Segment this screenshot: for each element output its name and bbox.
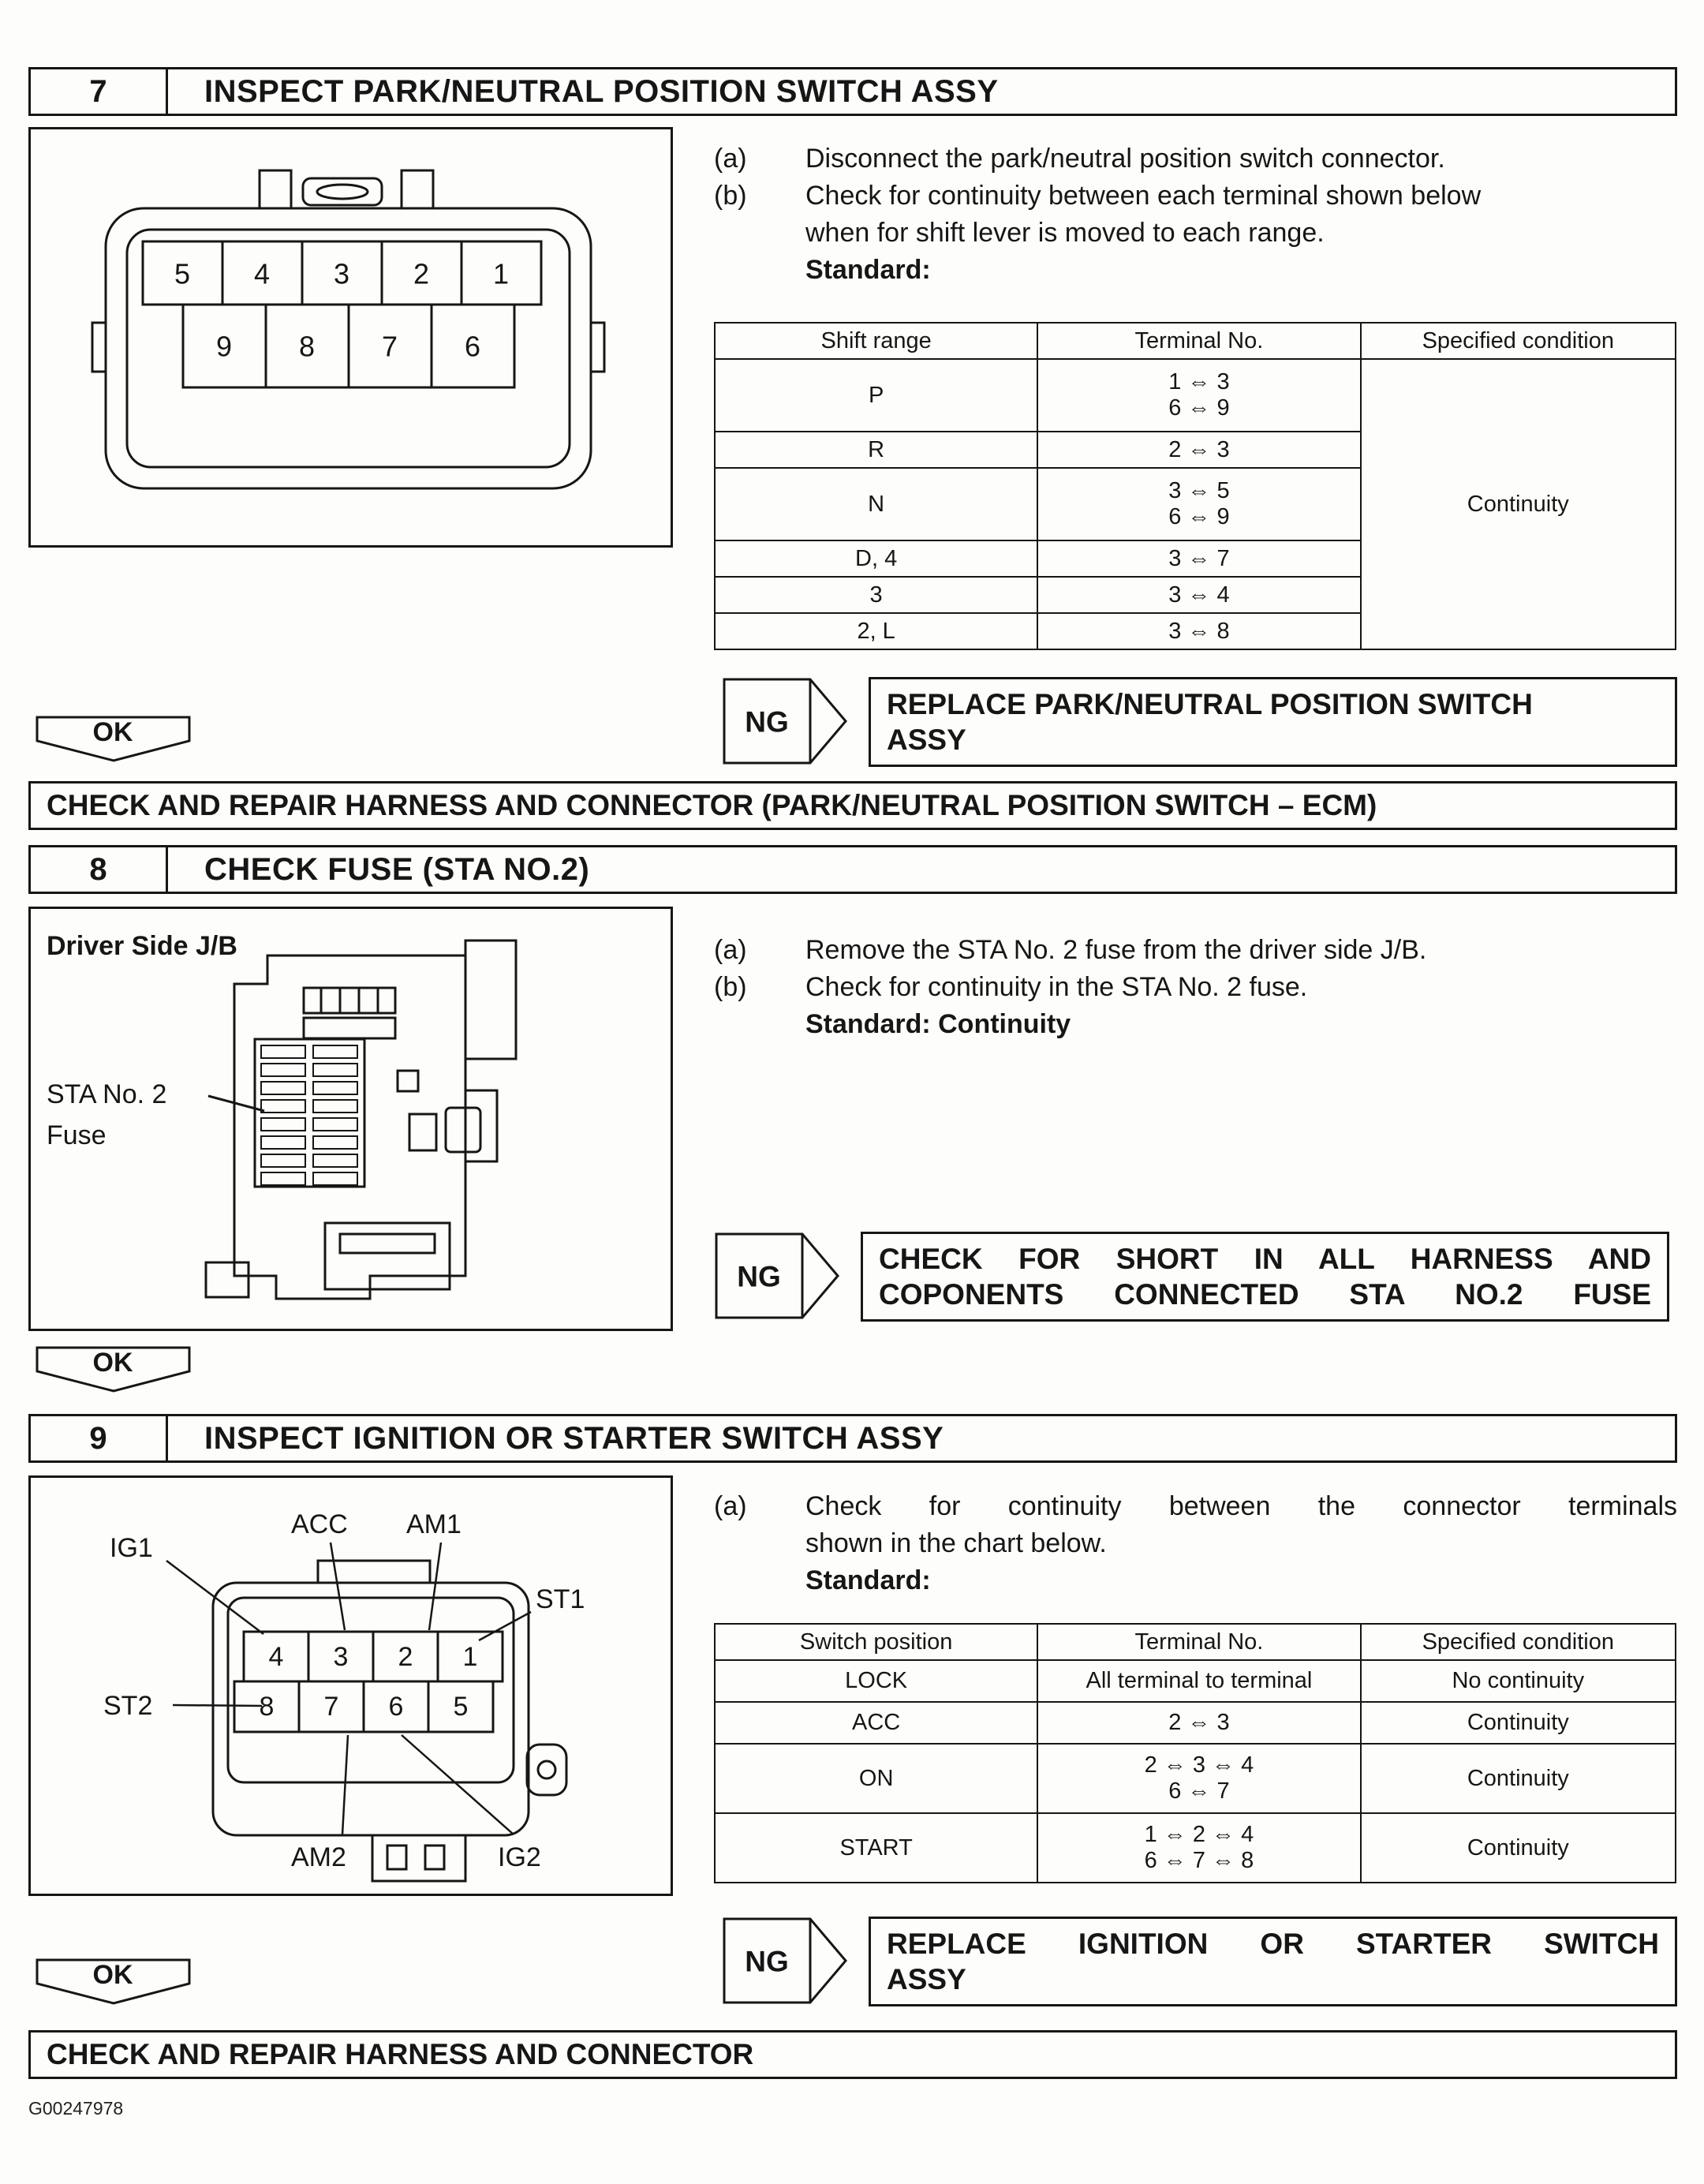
label-st1: ST1 — [536, 1584, 585, 1614]
table-row — [715, 1702, 1676, 1744]
step-7-body — [28, 127, 1677, 650]
condition-cell: Continuity — [1361, 1702, 1676, 1744]
ng-arrow-icon — [714, 1232, 840, 1320]
label-am2: AM2 — [291, 1842, 346, 1872]
terminal-cell: 3 ⇔ 5 6 ⇔ 9 — [1037, 468, 1360, 540]
switch-position-cell: ACC — [715, 1702, 1037, 1744]
step-7-decision-row — [28, 677, 1677, 765]
standard-label: Standard: Continuity — [805, 1009, 1071, 1039]
standard-label: Standard: — [805, 255, 931, 285]
ng-label: NG — [745, 705, 789, 739]
instruction-a-line1: Check for continuity between the connector terminals — [805, 1491, 1677, 1521]
page-content — [28, 67, 1677, 2119]
shift-range-cell: R — [715, 432, 1037, 468]
shift-range-cell: P — [715, 359, 1037, 432]
step-9-instructions — [714, 1475, 1677, 1883]
ng-branch-8 — [714, 1232, 1677, 1322]
step-9-number: 9 — [31, 1416, 168, 1460]
ng-branch-9 — [722, 1917, 1677, 2006]
terminal-1: 1 — [492, 257, 510, 290]
ng-arrow-icon — [722, 677, 848, 765]
terminal-5: 5 — [174, 257, 191, 290]
instruction-a-label: (a) — [714, 1491, 747, 1521]
harness-repair-bar-9: CHECK AND REPAIR HARNESS AND CONNECTOR — [28, 2030, 1677, 2079]
connector-top-prong-right — [402, 170, 433, 211]
col-terminal-no: Terminal No. — [1037, 1624, 1360, 1660]
terminal-cell: 3 ⇔ 8 — [1037, 613, 1360, 649]
condition-cell: Continuity — [1361, 359, 1676, 649]
table-row — [715, 1660, 1676, 1702]
condition-cell: Continuity — [1361, 1744, 1676, 1813]
connector-mounting-ear — [527, 1745, 566, 1795]
shift-range-cell: 2, L — [715, 613, 1037, 649]
switch-position-cell: START — [715, 1813, 1037, 1883]
fuse-label-line1: STA No. 2 — [47, 1079, 167, 1109]
terminal-3: 3 — [333, 257, 350, 290]
label-ig2: IG2 — [498, 1842, 541, 1872]
terminal-1: 1 — [462, 1642, 478, 1672]
junction-block-outline — [234, 956, 465, 1299]
harness-repair-bar-7: CHECK AND REPAIR HARNESS AND CONNECTOR (PARK/NEUTRAL POSITION SWITCH – ECM) — [28, 781, 1677, 830]
instruction-b-label: (b) — [714, 972, 747, 1002]
shift-range-cell: N — [715, 468, 1037, 540]
instruction-a-label: (a) — [714, 935, 747, 965]
instruction-a — [714, 1488, 1677, 1599]
ng-action-7: REPLACE PARK/NEUTRAL POSITION SWITCH ASSY — [869, 677, 1677, 767]
condition-cell: Continuity — [1361, 1813, 1676, 1883]
ng-action-9: REPLACE IGNITION OR STARTER SWITCH ASSY — [869, 1917, 1677, 2006]
pn-connector-drawing — [31, 129, 671, 545]
ok-label: OK — [92, 717, 133, 747]
terminal-cell: 3 ⇔ 7 — [1037, 540, 1360, 577]
instruction-a — [714, 932, 1677, 969]
jb-attachment-top-right — [465, 941, 516, 1059]
driver-side-jb-diagram — [28, 907, 673, 1331]
table-row — [715, 359, 1676, 432]
terminal-2: 2 — [398, 1642, 413, 1672]
terminal-cell: 2 ⇔ 3 — [1037, 432, 1360, 468]
terminal-cell: 2 ⇔ 3 — [1037, 1702, 1360, 1744]
fuse-label-line2: Fuse — [47, 1120, 106, 1150]
instruction-b — [714, 969, 1677, 1043]
table-row — [715, 1744, 1676, 1813]
instruction-b — [714, 178, 1677, 289]
instruction-b-line2: when for shift lever is moved to each range. — [805, 218, 1325, 248]
step-8-body — [28, 907, 1677, 1331]
instruction-b-line1: Check for continuity between each terminal shown below — [805, 181, 1482, 211]
ignition-switch-connector-diagram — [28, 1475, 673, 1896]
col-terminal-no: Terminal No. — [1037, 323, 1360, 359]
shift-range-continuity-table — [714, 322, 1676, 650]
label-am1: AM1 — [406, 1509, 462, 1539]
connector-lock-tab — [303, 178, 382, 205]
col-switch-position: Switch position — [715, 1624, 1037, 1660]
switch-position-cell: LOCK — [715, 1660, 1037, 1702]
terminal-cell: 3 ⇔ 4 — [1037, 577, 1360, 613]
table-row — [715, 1813, 1676, 1883]
instruction-b-label: (b) — [714, 181, 747, 211]
ok-symbol-8 — [35, 1345, 1677, 1398]
instruction-a-line2: shown in the chart below. — [805, 1528, 1107, 1558]
terminal-4: 4 — [253, 257, 271, 290]
terminal-7: 7 — [323, 1692, 339, 1722]
standard-label: Standard: — [805, 1565, 931, 1595]
ng-arrow-icon — [722, 1917, 848, 2005]
fuse-box-drawing — [31, 909, 671, 1329]
label-ig1: IG1 — [110, 1533, 153, 1563]
col-shift-range: Shift range — [715, 323, 1037, 359]
switch-position-cell: ON — [715, 1744, 1037, 1813]
step-7-number: 7 — [31, 69, 168, 114]
connector-top-prong-left — [260, 170, 291, 211]
step-9-header — [28, 1414, 1677, 1463]
ok-symbol-9 — [35, 1958, 192, 2010]
switch-position-continuity-table — [714, 1623, 1676, 1883]
ignition-connector-drawing — [31, 1478, 671, 1894]
terminal-5: 5 — [453, 1692, 469, 1722]
ng-action-8: CHECK FOR SHORT IN ALL HARNESS AND COPONENTS CONNECTED STA NO.2 FUSE — [861, 1232, 1669, 1322]
condition-cell: No continuity — [1361, 1660, 1676, 1702]
instruction-a — [714, 140, 1677, 178]
ng-label: NG — [737, 1260, 781, 1293]
terminal-8: 8 — [298, 330, 316, 363]
jb-bottom-left-tab — [206, 1262, 248, 1297]
step-8-title: CHECK FUSE (STA NO.2) — [204, 851, 590, 887]
terminal-2: 2 — [413, 257, 430, 290]
terminal-cell: 2 ⇔ 3 ⇔ 4 6 ⇔ 7 — [1037, 1744, 1360, 1813]
step-7-instructions — [714, 127, 1677, 650]
instruction-a-text: Disconnect the park/neutral position switch connector. — [805, 144, 1445, 174]
terminal-6: 6 — [388, 1692, 404, 1722]
shift-range-cell: D, 4 — [715, 540, 1037, 577]
ng-label: NG — [745, 1945, 789, 1978]
step-8-header — [28, 845, 1677, 894]
ok-label: OK — [92, 1348, 133, 1378]
terminal-cell: All terminal to terminal — [1037, 1660, 1360, 1702]
col-specified-condition: Specified condition — [1361, 1624, 1676, 1660]
instruction-a-label: (a) — [714, 144, 747, 174]
figure-code: G00247978 — [28, 2098, 124, 2119]
terminal-4: 4 — [268, 1642, 284, 1672]
step-7-title: INSPECT PARK/NEUTRAL POSITION SWITCH ASSY — [204, 73, 999, 109]
instruction-a-text: Remove the STA No. 2 fuse from the driver side J/B. — [805, 935, 1427, 965]
terminal-8: 8 — [259, 1692, 275, 1722]
ok-symbol-7 — [35, 715, 192, 768]
shift-range-cell: 3 — [715, 577, 1037, 613]
label-acc: ACC — [291, 1509, 348, 1539]
step-9-body — [28, 1475, 1677, 1896]
pn-switch-connector-diagram — [28, 127, 673, 548]
step-9-title: INSPECT IGNITION OR STARTER SWITCH ASSY — [204, 1420, 944, 1456]
terminal-cell: 1 ⇔ 3 6 ⇔ 9 — [1037, 359, 1360, 432]
step-8-number: 8 — [31, 847, 168, 892]
ng-branch-7 — [722, 677, 1677, 767]
step-8-instructions — [714, 907, 1677, 1331]
terminal-3: 3 — [333, 1642, 349, 1672]
terminal-cell: 1 ⇔ 2 ⇔ 4 6 ⇔ 7 ⇔ 8 — [1037, 1813, 1360, 1883]
col-specified-condition: Specified condition — [1361, 323, 1676, 359]
step-7-header — [28, 67, 1677, 116]
terminal-9: 9 — [215, 330, 233, 363]
jb-label: Driver Side J/B — [47, 931, 237, 961]
ok-label: OK — [92, 1960, 133, 1990]
terminal-6: 6 — [464, 330, 481, 363]
instruction-b-text: Check for continuity in the STA No. 2 fuse. — [805, 972, 1308, 1002]
terminal-7: 7 — [381, 330, 398, 363]
step-9-decision-row — [28, 1917, 1677, 2010]
label-st2: ST2 — [103, 1691, 153, 1721]
